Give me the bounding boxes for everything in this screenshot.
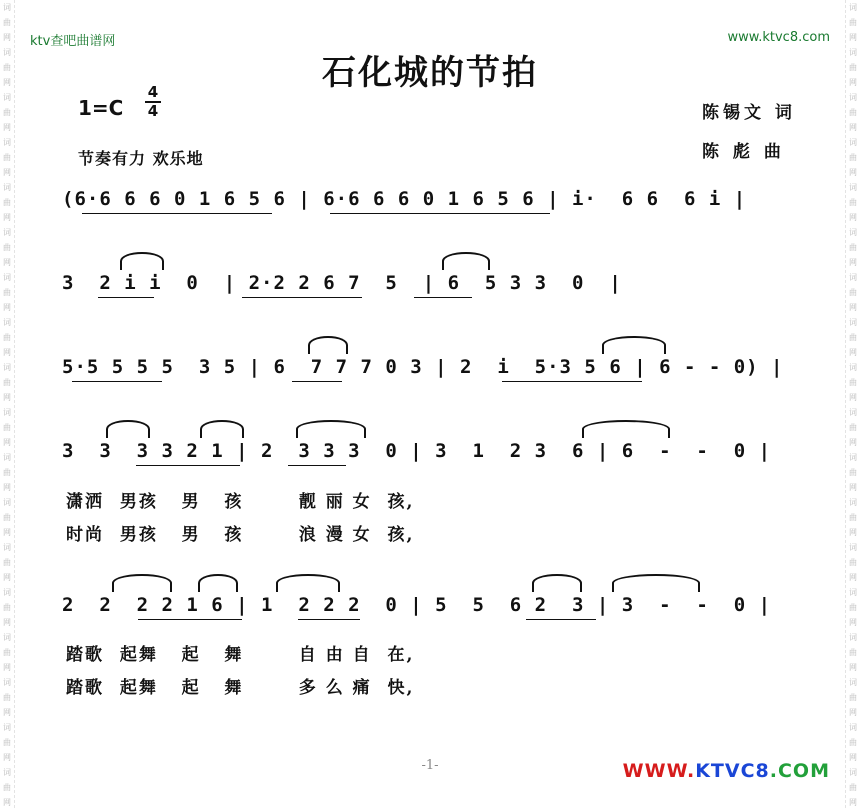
- notation-text: 2 2 2 2 1 6 | 1 2 2 2 0 | 5 5 6 2 3 | 3 - - 0 |: [62, 594, 772, 616]
- underline: [330, 213, 550, 214]
- underline: [136, 465, 240, 466]
- underline: [414, 297, 472, 298]
- slur: [308, 336, 348, 354]
- slur: [276, 574, 340, 592]
- underline: [288, 465, 346, 466]
- site-name: ktv查吧曲谱网: [30, 34, 116, 49]
- underline: [242, 297, 362, 298]
- slur: [442, 252, 490, 270]
- slur: [112, 574, 172, 592]
- time-signature: [144, 84, 162, 120]
- brand-logo-part: WWW.: [622, 760, 696, 782]
- notation-line-5: [62, 594, 822, 634]
- song-title: 石化城的节拍: [322, 53, 538, 93]
- slur: [120, 252, 164, 270]
- notation-text: 3 2 i i 0 | 2·2 2 6 7 5 | 6 5 3 3 0 |: [62, 272, 622, 294]
- notation-line-4: [62, 440, 822, 480]
- lyricist-credit: 陈锡文 词: [702, 103, 796, 123]
- lyric-line: 时尚 男孩 男 孩 浪 漫 女 孩,: [66, 525, 415, 545]
- slur: [532, 574, 582, 592]
- tempo-marking: 节奏有力 欢乐地: [78, 149, 204, 168]
- lyric-line: 踏歌 起舞 起 舞 自 由 自 在,: [66, 645, 415, 665]
- site-url: www.ktvc8.com: [727, 30, 830, 45]
- slur: [200, 420, 244, 438]
- time-signature-top: 4: [147, 83, 159, 101]
- page-number: -1-: [421, 758, 439, 773]
- slur: [106, 420, 150, 438]
- watermark-right: 词曲网词曲网词曲网词曲网词曲网词曲网词曲网词曲网词曲网词曲网词曲网词曲网词曲网词曲网词曲网词曲网词曲网词曲网: [845, 0, 860, 808]
- underline: [82, 213, 272, 214]
- underline: [298, 619, 360, 620]
- underline: [138, 619, 242, 620]
- lyric-line: 潇洒 男孩 男 孩 靓 丽 女 孩,: [66, 492, 415, 512]
- slur: [612, 574, 700, 592]
- underline: [292, 381, 342, 382]
- underline: [98, 297, 154, 298]
- brand-logo-part: KTVC8: [695, 760, 770, 782]
- underline: [72, 381, 162, 382]
- slur: [582, 420, 670, 438]
- key-signature: 1=C: [78, 96, 124, 120]
- underline: [502, 381, 642, 382]
- notation-line-1: [62, 188, 822, 228]
- slur: [296, 420, 366, 438]
- time-signature-bottom: 4: [147, 102, 159, 120]
- composer-credit: 陈 彪 曲: [702, 142, 785, 162]
- notation-text: 5·5 5 5 5 3 5 | 6 7 7 7 0 3 | 2 i 5·3 5 6 | 6 - - 0) |: [62, 356, 784, 378]
- slur: [602, 336, 666, 354]
- brand-logo: [623, 760, 830, 782]
- lyric-line: 踏歌 起舞 起 舞 多 么 痛 快,: [66, 678, 415, 698]
- notation-line-2: [62, 272, 822, 312]
- notation-line-3: [62, 356, 822, 396]
- watermark-left: 词曲网词曲网词曲网词曲网词曲网词曲网词曲网词曲网词曲网词曲网词曲网词曲网词曲网词曲网词曲网词曲网词曲网词曲网: [0, 0, 15, 808]
- slur: [198, 574, 238, 592]
- notation-text: 3 3 3 3 2 1 | 2 3 3 3 0 | 3 1 2 3 6 | 6 - - 0 |: [62, 440, 772, 462]
- underline: [526, 619, 596, 620]
- brand-logo-part: .COM: [769, 760, 830, 782]
- notation-text: (6·6 6 6 0 1 6 5 6 | 6·6 6 6 0 1 6 5 6 | i· 6 6 6 i |: [62, 188, 747, 210]
